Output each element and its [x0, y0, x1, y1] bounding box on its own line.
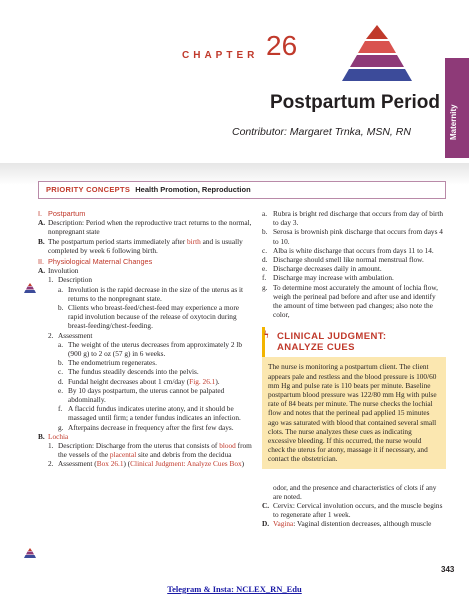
list-item: C. Cervix: Cervical involution occurs, and the muscle begins to regenerate after 1 week.	[262, 501, 443, 520]
link-clinical-judgment[interactable]: Clinical Judgment: Analyze Cues Box	[130, 459, 242, 469]
priority-concepts-value: Health Promotion, Reproduction	[135, 185, 251, 194]
list-item: B. The postpartum period starts immediately after birth and is usually completed by week 6 following birth.	[38, 236, 243, 255]
list-item: 1. Description	[48, 275, 93, 285]
priority-concepts-box	[38, 181, 446, 199]
link-blood[interactable]: blood	[219, 441, 236, 451]
clinical-judgment-subtitle: ANALYZE CUES	[277, 342, 355, 354]
link-figure[interactable]: Fig. 26.1	[189, 376, 216, 386]
chapter-label: CHAPTER	[182, 50, 259, 61]
link-vagina[interactable]: Vagina	[273, 519, 294, 529]
list-item: d. Discharge should smell like normal menstrual flow.	[262, 255, 424, 265]
link-box[interactable]: Box 26.1	[96, 459, 124, 469]
right-column	[262, 209, 446, 529]
pyramid-marker-icon	[24, 283, 36, 293]
list-item: A. Involution	[38, 266, 79, 276]
link-birth[interactable]: birth	[187, 236, 201, 246]
list-item: 1. Description: Discharge from the uterus that consists of blood from the vessels of the placental site and debris from the decidua	[48, 441, 252, 460]
list-item: f. Discharge may increase with ambulation.	[262, 273, 394, 283]
link-placental[interactable]: placental	[109, 450, 137, 460]
list-item: e. By 10 days postpartum, the uterus cannot be palpated abdominally.	[58, 385, 225, 405]
clinical-judgment-title: CLINICAL JUDGMENT:	[277, 331, 387, 343]
list-item: a. Involution is the rapid decrease in the size of the uterus as it returns to the nonpregnant state.	[58, 284, 244, 303]
page-number: 343	[441, 565, 455, 574]
list-item: c. The fundus steadily descends into the pelvis.	[58, 367, 199, 377]
list-item: odor, and the presence and characteristics of clots if any are noted.	[273, 482, 437, 501]
list-item: D. Vagina: Vaginal distention decreases, although muscle	[262, 519, 432, 529]
list-item: a. Rubra is bright red discharge that occurs from day of birth to day 3.	[262, 209, 444, 228]
lightning-icon: ϟ	[264, 330, 269, 342]
clinical-judgment-box	[262, 327, 446, 468]
list-item: 2. Assessment	[48, 330, 93, 340]
footer-link[interactable]: Telegram & Insta: NCLEX_RN_Edu	[167, 584, 302, 594]
list-item: f. A flaccid fundus indicates uterine atony, and it should be massaged until firm; a tender fundus indicates an infection.	[58, 404, 241, 423]
section-heading: I. Postpartum	[38, 209, 86, 218]
list-item: b. Serosa is brownish pink discharge that occurs from days 4 to 10.	[262, 227, 443, 246]
priority-concepts-label: PRIORITY CONCEPTS	[46, 185, 131, 194]
list-item: e. Discharge decreases daily in amount.	[262, 264, 382, 274]
list-item: d. Fundal height decreases about 1 cm/day (Fig. 26.1).	[58, 376, 220, 386]
pyramid-icon	[340, 25, 414, 81]
chapter-title: Postpartum Period	[270, 92, 440, 113]
list-item: g. To determine most accurately the amount of lochia flow, weigh the perineal pad before and after use and identify the amount of time between pad changes; also note the color,	[262, 282, 438, 320]
list-item: 2. Assessment (Box 26.1) (Clinical Judgment: Analyze Cues Box)	[48, 459, 245, 469]
list-item: B. Lochia	[38, 431, 69, 441]
list-item: c. Alba is white discharge that occurs from days 11 to 14.	[262, 245, 434, 255]
side-tab-label: Maternity	[449, 104, 458, 140]
list-item: g. Afterpains decrease in frequency after the first few days.	[58, 422, 234, 432]
section-heading: II. Physiological Maternal Changes	[38, 257, 153, 267]
list-item: a. The weight of the uterus decreases from approximately 2 lb (900 g) to 2 oz (57 g) in 6 weeks.	[58, 339, 243, 359]
chapter-header	[0, 0, 469, 158]
list-item: A. Description: Period when the reproductive tract returns to the normal, nonpregnant state	[38, 218, 252, 237]
contributor: Contributor: Margaret Trnka, MSN, RN	[232, 126, 411, 138]
left-column	[38, 209, 254, 469]
side-tab	[445, 58, 469, 158]
list-item: b. The endometrium regenerates.	[58, 358, 157, 368]
pyramid-marker-icon	[24, 548, 36, 558]
chapter-number: 26	[266, 30, 298, 61]
clinical-judgment-body: The nurse is monitoring a postpartum client. The client appears pale and restless and the blood pressure is 100/60 mm Hg and pulse rate is 110 beats per minute. Baseline postpartum blood pressure was 122/80 mm Hg with pulse rate of 84 beats per minute. The nurse checks the lochial flow and notes that the perineal pad applied 15 minutes ago was saturated with blood that contained several small clots. The nurse analyzes these cues as indicating excessive bleeding. If this occurred, the nurse would check the uterus for atony, massage it if necessary, and contact the obstetrician.	[262, 357, 446, 468]
list-item: b. Clients who breast-feed/chest-feed may experience a more rapid involution because of the release of oxytocin during breast-feeding/chest-feeding.	[58, 303, 239, 331]
clinical-judgment-header	[262, 327, 446, 357]
